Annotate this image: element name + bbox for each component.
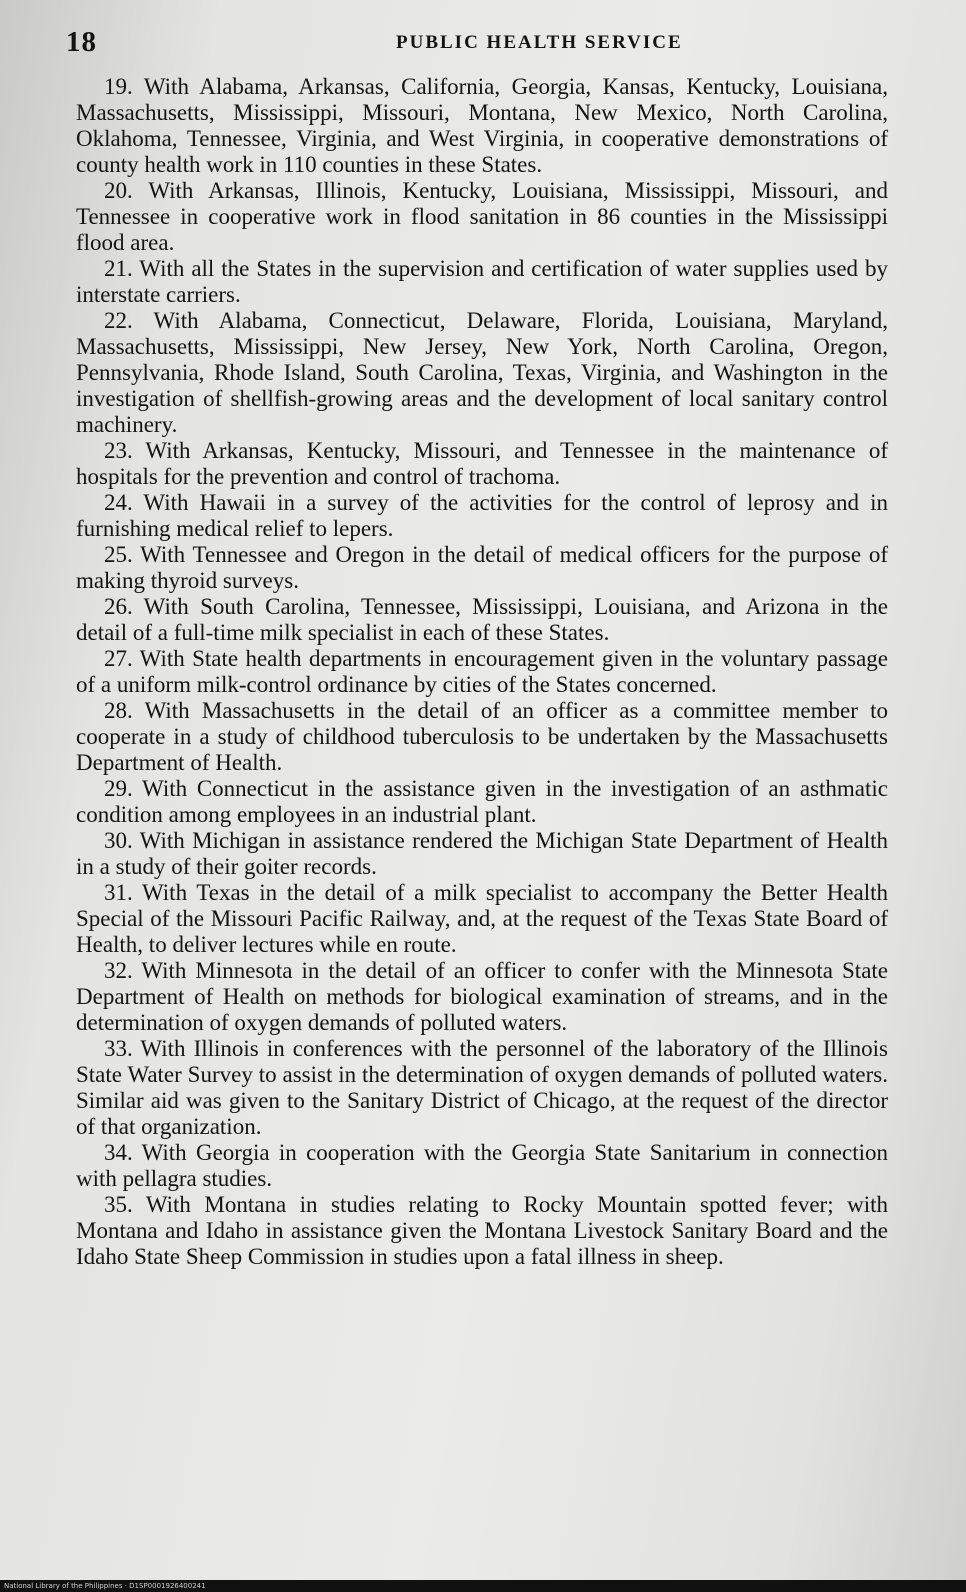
- paragraph-23: 23. With Arkansas, Kentucky, Missouri, and Tennessee in the maintenance of hospitals for the prevention and control of trachoma.: [76, 438, 888, 489]
- paragraph-21: 21. With all the States in the supervision and certification of water supplies used by interstate carriers.: [76, 256, 888, 307]
- running-head: PUBLIC HEALTH SERVICE: [396, 32, 683, 53]
- body-text: [76, 74, 888, 1270]
- paragraph-32: 32. With Minnesota in the detail of an officer to confer with the Minnesota State Department of Health on methods for biological examination of streams, and in the determination of oxygen demands of polluted waters.: [76, 958, 888, 1035]
- paragraph-28: 28. With Massachusetts in the detail of an officer as a committee member to cooperate in a study of childhood tuberculosis to be undertaken by the Massachusetts Department of Health.: [76, 698, 888, 775]
- paragraph-25: 25. With Tennessee and Oregon in the detail of medical officers for the purpose of making thyroid surveys.: [76, 542, 888, 593]
- paragraph-24: 24. With Hawaii in a survey of the activities for the control of leprosy and in furnishing medical relief to lepers.: [76, 490, 888, 541]
- paragraph-19: 19. With Alabama, Arkansas, California, Georgia, Kansas, Kentucky, Louisiana, Massachusetts, Mississippi, Missouri, Montana, New Mexico, North Carolina, Oklahoma, Tennessee, Virginia, and West Virginia, in cooperative demonstrations of county health work in 110 counties in these States.: [76, 74, 888, 177]
- scan-footer: [0, 1580, 966, 1592]
- page-number: 18: [66, 26, 97, 58]
- paragraph-35: 35. With Montana in studies relating to Rocky Mountain spotted fever; with Montana and Idaho in assistance given the Montana Livestock Sanitary Board and the Idaho State Sheep Commission in studies upon a fatal illness in sheep.: [76, 1192, 888, 1269]
- paragraph-26: 26. With South Carolina, Tennessee, Mississippi, Louisiana, and Arizona in the detail of a full-time milk specialist in each of these States.: [76, 594, 888, 645]
- paragraph-33: 33. With Illinois in conferences with the personnel of the laboratory of the Illinois State Water Survey to assist in the determination of oxygen demands of polluted waters. Similar aid was given to the Sanitary District of Chicago, at the request of the director of that organization.: [76, 1036, 888, 1139]
- paragraph-34: 34. With Georgia in cooperation with the Georgia State Sanitarium in connection with pellagra studies.: [76, 1140, 888, 1191]
- paragraph-31: 31. With Texas in the detail of a milk specialist to accompany the Better Health Special of the Missouri Pacific Railway, and, at the request of the Texas State Board of Health, to deliver lectures while en route.: [76, 880, 888, 957]
- paragraph-27: 27. With State health departments in encouragement given in the voluntary passage of a uniform milk-control ordinance by cities of the States concerned.: [76, 646, 888, 697]
- scan-credit: National Library of the Philippines · D1SP0001926400241: [4, 1582, 206, 1590]
- paragraph-20: 20. With Arkansas, Illinois, Kentucky, Louisiana, Mississippi, Missouri, and Tennessee in cooperative work in flood sanitation in 86 counties in the Mississippi flood area.: [76, 178, 888, 255]
- paragraph-29: 29. With Connecticut in the assistance given in the investigation of an asthmatic condition among employees in an industrial plant.: [76, 776, 888, 827]
- paragraph-22: 22. With Alabama, Connecticut, Delaware, Florida, Louisiana, Maryland, Massachusetts, Mississippi, New Jersey, New York, North Carolina, Oregon, Pennsylvania, Rhode Island, South Carolina, Texas, Virginia, and Washington in the investigation of shellfish-growing areas and the development of local sanitary control machinery.: [76, 308, 888, 437]
- paragraph-30: 30. With Michigan in assistance rendered the Michigan State Department of Health in a study of their goiter records.: [76, 828, 888, 879]
- page-header: [66, 26, 896, 62]
